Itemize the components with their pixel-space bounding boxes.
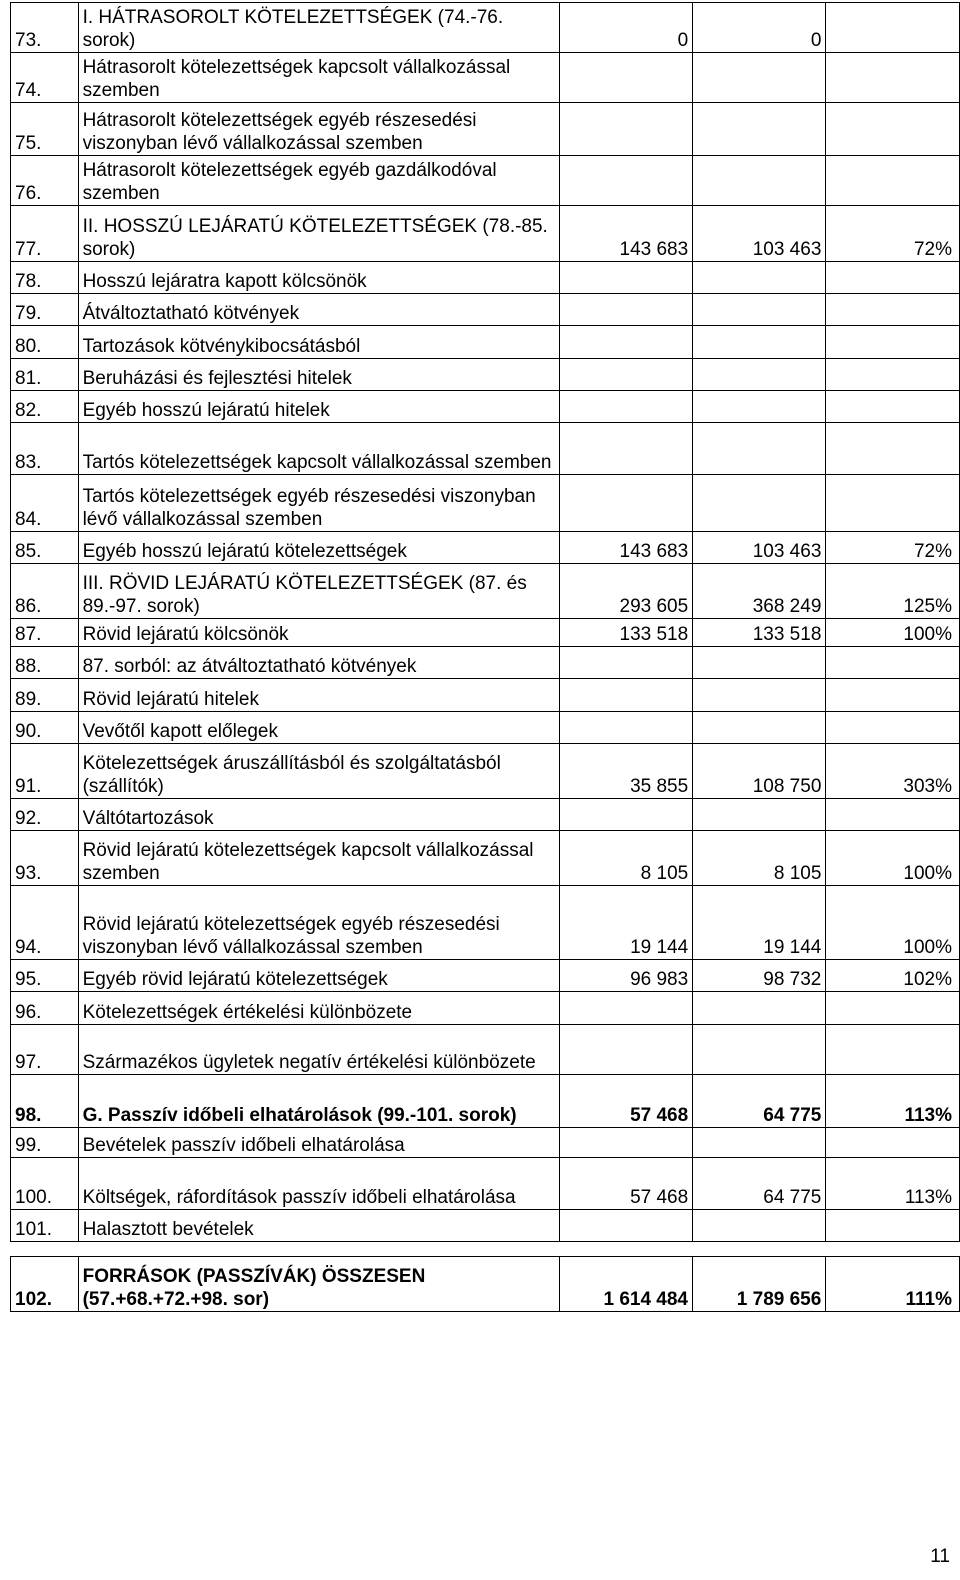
row-percent: 100% — [826, 831, 960, 886]
total-row-label: FORRÁSOK (PASSZÍVÁK) ÖSSZESEN (57.+68.+72.+98. sor) — [78, 1257, 559, 1312]
row-prev-value — [560, 262, 693, 294]
row-prev-value — [560, 294, 693, 326]
row-curr-value: 133 518 — [693, 619, 826, 647]
table-row — [11, 423, 960, 475]
row-label: 87. sorból: az átváltoztatható kötvények — [78, 647, 559, 679]
row-curr-value — [693, 391, 826, 423]
row-prev-value: 57 468 — [560, 1158, 693, 1210]
table-row — [11, 1025, 960, 1075]
row-curr-value — [693, 53, 826, 103]
table-row — [11, 619, 960, 647]
row-percent: 113% — [826, 1075, 960, 1128]
table-row — [11, 262, 960, 294]
row-number: 88. — [11, 647, 79, 679]
row-number: 92. — [11, 799, 79, 831]
row-curr-value — [693, 1025, 826, 1075]
row-prev-value — [560, 1025, 693, 1075]
row-prev-value — [560, 992, 693, 1025]
row-label: Költségek, ráfordítások passzív időbeli elhatárolása — [78, 1158, 559, 1210]
table-row — [11, 992, 960, 1025]
row-prev-value — [560, 359, 693, 391]
row-label: Egyéb rövid lejáratú kötelezettségek — [78, 960, 559, 992]
row-label: Hosszú lejáratra kapott kölcsönök — [78, 262, 559, 294]
row-prev-value — [560, 1128, 693, 1158]
row-number: 95. — [11, 960, 79, 992]
row-prev-value — [560, 423, 693, 475]
table-row — [11, 1210, 960, 1242]
table-row — [11, 886, 960, 960]
row-curr-value — [693, 992, 826, 1025]
row-percent — [826, 156, 960, 206]
table-row — [11, 156, 960, 206]
row-percent: 100% — [826, 619, 960, 647]
row-number: 89. — [11, 679, 79, 712]
row-percent — [826, 359, 960, 391]
row-prev-value: 0 — [560, 3, 693, 53]
row-curr-value — [693, 647, 826, 679]
row-label: Rövid lejáratú kölcsönök — [78, 619, 559, 647]
row-label: Tartós kötelezettségek kapcsolt vállalkozással szemben — [78, 423, 559, 475]
table-row — [11, 294, 960, 326]
row-curr-value: 0 — [693, 3, 826, 53]
row-label: Származékos ügyletek negatív értékelési különbözete — [78, 1025, 559, 1075]
row-label: G. Passzív időbeli elhatárolások (99.-101. sorok) — [78, 1075, 559, 1128]
row-curr-value — [693, 294, 826, 326]
row-prev-value: 143 683 — [560, 532, 693, 564]
row-percent — [826, 391, 960, 423]
row-prev-value: 19 144 — [560, 886, 693, 960]
row-percent: 113% — [826, 1158, 960, 1210]
row-prev-value — [560, 1210, 693, 1242]
row-percent: 72% — [826, 532, 960, 564]
row-number: 77. — [11, 206, 79, 262]
row-percent — [826, 1025, 960, 1075]
total-row-percent: 111% — [826, 1257, 960, 1312]
row-curr-value: 103 463 — [693, 206, 826, 262]
row-curr-value — [693, 359, 826, 391]
row-prev-value: 8 105 — [560, 831, 693, 886]
row-curr-value — [693, 326, 826, 359]
table-row — [11, 326, 960, 359]
table-row — [11, 744, 960, 799]
row-percent — [826, 647, 960, 679]
row-label: Bevételek passzív időbeli elhatárolása — [78, 1128, 559, 1158]
row-number: 98. — [11, 1075, 79, 1128]
table-row — [11, 1075, 960, 1128]
table-row — [11, 799, 960, 831]
table-row — [11, 206, 960, 262]
row-percent — [826, 712, 960, 744]
row-number: 74. — [11, 53, 79, 103]
row-label: Tartozások kötvénykibocsátásból — [78, 326, 559, 359]
row-percent — [826, 294, 960, 326]
row-number: 84. — [11, 475, 79, 532]
row-curr-value: 368 249 — [693, 564, 826, 619]
row-label: Tartós kötelezettségek egyéb részesedési viszonyban lévő vállalkozással szemben — [78, 475, 559, 532]
row-curr-value: 98 732 — [693, 960, 826, 992]
table-row — [11, 679, 960, 712]
row-label: Váltótartozások — [78, 799, 559, 831]
row-number: 79. — [11, 294, 79, 326]
row-curr-value: 8 105 — [693, 831, 826, 886]
row-label: Kötelezettségek áruszállításból és szolgáltatásból (szállítók) — [78, 744, 559, 799]
row-curr-value — [693, 475, 826, 532]
row-label: Átváltoztatható kötvények — [78, 294, 559, 326]
row-prev-value: 57 468 — [560, 1075, 693, 1128]
row-prev-value — [560, 799, 693, 831]
row-label: Halasztott bevételek — [78, 1210, 559, 1242]
row-label: Rövid lejáratú kötelezettségek kapcsolt vállalkozással szemben — [78, 831, 559, 886]
row-number: 80. — [11, 326, 79, 359]
table-row — [11, 391, 960, 423]
row-curr-value: 64 775 — [693, 1158, 826, 1210]
row-label: Hátrasorolt kötelezettségek kapcsolt vállalkozással szemben — [78, 53, 559, 103]
row-percent: 125% — [826, 564, 960, 619]
row-label: Kötelezettségek értékelési különbözete — [78, 992, 559, 1025]
row-label: Egyéb hosszú lejáratú kötelezettségek — [78, 532, 559, 564]
row-percent — [826, 3, 960, 53]
row-curr-value — [693, 262, 826, 294]
row-prev-value — [560, 679, 693, 712]
row-percent — [826, 53, 960, 103]
row-number: 82. — [11, 391, 79, 423]
row-number: 101. — [11, 1210, 79, 1242]
row-label: III. RÖVID LEJÁRATÚ KÖTELEZETTSÉGEK (87. és 89.-97. sorok) — [78, 564, 559, 619]
table-row — [11, 53, 960, 103]
row-curr-value — [693, 1128, 826, 1158]
row-number: 99. — [11, 1128, 79, 1158]
row-percent: 102% — [826, 960, 960, 992]
row-label: Beruházási és fejlesztési hitelek — [78, 359, 559, 391]
total-row-number: 102. — [11, 1257, 79, 1312]
row-label: Rövid lejáratú kötelezettségek egyéb részesedési viszonyban lévő vállalkozással szemben — [78, 886, 559, 960]
table-row — [11, 3, 960, 53]
row-prev-value: 293 605 — [560, 564, 693, 619]
row-number: 86. — [11, 564, 79, 619]
liabilities-table-body — [11, 3, 960, 1242]
row-number: 91. — [11, 744, 79, 799]
row-percent — [826, 679, 960, 712]
row-label: Rövid lejáratú hitelek — [78, 679, 559, 712]
row-label: I. HÁTRASOROLT KÖTELEZETTSÉGEK (74.-76. sorok) — [78, 3, 559, 53]
row-number: 76. — [11, 156, 79, 206]
total-row-curr-value: 1 789 656 — [693, 1257, 826, 1312]
row-number: 100. — [11, 1158, 79, 1210]
row-curr-value: 64 775 — [693, 1075, 826, 1128]
row-number: 97. — [11, 1025, 79, 1075]
table-row — [11, 475, 960, 532]
row-curr-value — [693, 103, 826, 156]
row-percent — [826, 262, 960, 294]
row-number: 90. — [11, 712, 79, 744]
row-percent — [826, 799, 960, 831]
row-percent — [826, 992, 960, 1025]
row-percent — [826, 326, 960, 359]
table-row — [11, 359, 960, 391]
total-row — [11, 1257, 960, 1312]
row-number: 73. — [11, 3, 79, 53]
row-label: Vevőtől kapott előlegek — [78, 712, 559, 744]
row-label: Egyéb hosszú lejáratú hitelek — [78, 391, 559, 423]
row-number: 93. — [11, 831, 79, 886]
row-percent: 303% — [826, 744, 960, 799]
row-number: 94. — [11, 886, 79, 960]
row-prev-value — [560, 326, 693, 359]
row-number: 75. — [11, 103, 79, 156]
row-label: Hátrasorolt kötelezettségek egyéb gazdálkodóval szemben — [78, 156, 559, 206]
page-number: 11 — [930, 1546, 950, 1567]
table-row — [11, 1128, 960, 1158]
row-number: 85. — [11, 532, 79, 564]
total-liabilities-table — [10, 1256, 960, 1312]
table-row — [11, 532, 960, 564]
row-curr-value: 108 750 — [693, 744, 826, 799]
row-percent: 72% — [826, 206, 960, 262]
row-prev-value: 96 983 — [560, 960, 693, 992]
row-label: Hátrasorolt kötelezettségek egyéb részesedési viszonyban lévő vállalkozással szemben — [78, 103, 559, 156]
row-curr-value: 19 144 — [693, 886, 826, 960]
row-number: 81. — [11, 359, 79, 391]
row-curr-value — [693, 712, 826, 744]
table-row — [11, 1158, 960, 1210]
table-row — [11, 960, 960, 992]
row-number: 83. — [11, 423, 79, 475]
total-row-prev-value: 1 614 484 — [559, 1257, 692, 1312]
row-prev-value — [560, 156, 693, 206]
row-percent — [826, 423, 960, 475]
liabilities-table — [10, 2, 960, 1242]
row-curr-value — [693, 156, 826, 206]
row-percent — [826, 103, 960, 156]
row-curr-value — [693, 679, 826, 712]
row-percent: 100% — [826, 886, 960, 960]
row-prev-value — [560, 103, 693, 156]
table-row — [11, 647, 960, 679]
row-percent — [826, 475, 960, 532]
row-prev-value — [560, 647, 693, 679]
row-prev-value — [560, 712, 693, 744]
table-row — [11, 103, 960, 156]
row-curr-value — [693, 1210, 826, 1242]
row-percent — [826, 1210, 960, 1242]
row-prev-value: 35 855 — [560, 744, 693, 799]
row-prev-value — [560, 53, 693, 103]
row-prev-value — [560, 391, 693, 423]
row-prev-value: 143 683 — [560, 206, 693, 262]
row-prev-value: 133 518 — [560, 619, 693, 647]
table-row — [11, 564, 960, 619]
row-curr-value — [693, 423, 826, 475]
table-row — [11, 831, 960, 886]
row-curr-value: 103 463 — [693, 532, 826, 564]
row-number: 78. — [11, 262, 79, 294]
row-prev-value — [560, 475, 693, 532]
row-label: II. HOSSZÚ LEJÁRATÚ KÖTELEZETTSÉGEK (78.-85. sorok) — [78, 206, 559, 262]
row-percent — [826, 1128, 960, 1158]
row-number: 96. — [11, 992, 79, 1025]
table-row — [11, 712, 960, 744]
row-curr-value — [693, 799, 826, 831]
row-number: 87. — [11, 619, 79, 647]
